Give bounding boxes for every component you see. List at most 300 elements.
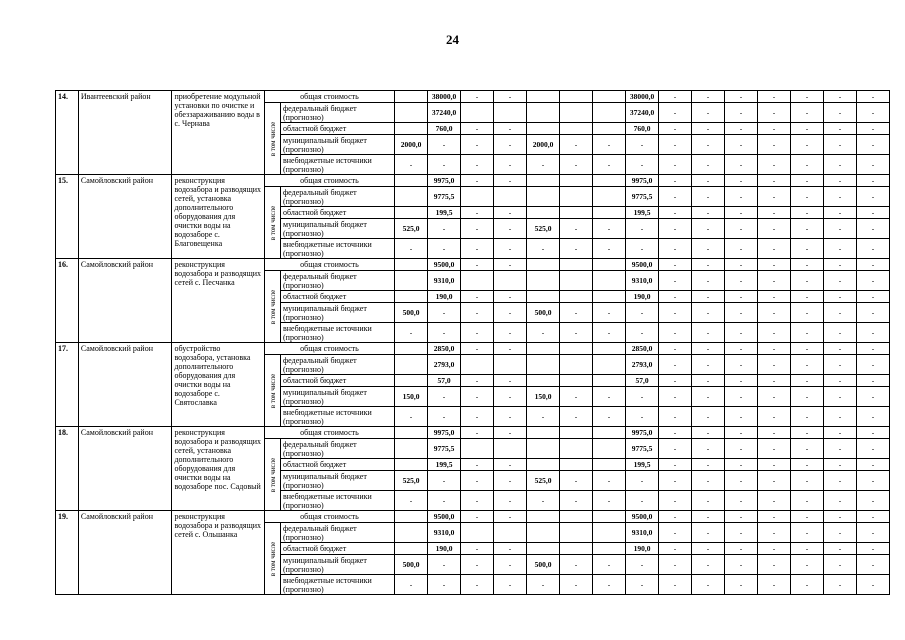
empty-cell: [527, 187, 560, 207]
empty-cell: [395, 439, 428, 459]
dash-cell: -: [692, 271, 725, 291]
dash-cell: -: [461, 387, 494, 407]
budget-subgroup: [265, 355, 890, 427]
value-cell: 9975,0: [428, 427, 461, 439]
dash-cell: -: [428, 219, 461, 239]
budget-source-label: областной бюджет: [281, 207, 395, 219]
in-tom-chisle-cell: [265, 523, 281, 595]
dash-cell: -: [824, 491, 857, 511]
budget-row-total: [265, 175, 890, 187]
budget-rows: [265, 427, 890, 511]
budget-row-extra: [281, 155, 890, 175]
dash-cell: -: [857, 543, 890, 555]
dash-cell: -: [824, 439, 857, 459]
budget-source-label: общая стоимость: [265, 91, 395, 103]
dash-cell: -: [824, 343, 857, 355]
dash-cell: -: [659, 575, 692, 595]
budget-source-label: федеральный бюджет (прогнозно): [281, 355, 395, 375]
empty-cell: [560, 511, 593, 523]
dash-cell: -: [659, 523, 692, 543]
empty-cell: [494, 439, 527, 459]
empty-cell: [593, 511, 626, 523]
empty-cell: [593, 459, 626, 471]
table-item-row: [56, 343, 890, 427]
empty-cell: [527, 427, 560, 439]
budget-subgroup: [265, 523, 890, 595]
dash-cell: -: [824, 239, 857, 259]
empty-cell: [395, 123, 428, 135]
item-number: 19.: [56, 511, 79, 595]
dash-cell: -: [461, 155, 494, 175]
empty-cell: [593, 103, 626, 123]
dash-cell: -: [527, 575, 560, 595]
budget-row-federal: [281, 523, 890, 543]
value-cell: 525,0: [395, 219, 428, 239]
dash-cell: -: [659, 511, 692, 523]
value-cell: 2793,0: [626, 355, 659, 375]
dash-cell: -: [395, 491, 428, 511]
dash-cell: -: [494, 511, 527, 523]
dash-cell: -: [758, 135, 791, 155]
budget-row-municipal: [281, 135, 890, 155]
empty-cell: [593, 175, 626, 187]
dash-cell: -: [692, 91, 725, 103]
empty-cell: [494, 187, 527, 207]
budget-source-label: общая стоимость: [265, 511, 395, 523]
dash-cell: -: [527, 239, 560, 259]
dash-cell: -: [791, 523, 824, 543]
empty-cell: [593, 375, 626, 387]
dash-cell: -: [692, 523, 725, 543]
dash-cell: -: [857, 271, 890, 291]
value-cell: 37240,0: [626, 103, 659, 123]
budget-row-total: [265, 427, 890, 439]
description-cell: приобретение модульной установки по очистке и обеззараживанию воды в с. Чернава: [172, 91, 265, 175]
dash-cell: -: [791, 459, 824, 471]
budget-source-label: внебюджетные источники (прогнозно): [281, 155, 395, 175]
budget-subgroup: [265, 271, 890, 343]
budget-rows: [265, 91, 890, 175]
dash-cell: -: [824, 187, 857, 207]
dash-cell: -: [857, 407, 890, 427]
budget-source-label: областной бюджет: [281, 375, 395, 387]
dash-cell: -: [857, 471, 890, 491]
dash-cell: -: [395, 239, 428, 259]
dash-cell: -: [593, 219, 626, 239]
dash-cell: -: [659, 355, 692, 375]
value-cell: 9310,0: [626, 271, 659, 291]
dash-cell: -: [692, 219, 725, 239]
budget-source-label: внебюджетные источники (прогнозно): [281, 407, 395, 427]
dash-cell: -: [461, 375, 494, 387]
dash-cell: -: [593, 323, 626, 343]
value-cell: 2793,0: [428, 355, 461, 375]
value-cell: 9310,0: [626, 523, 659, 543]
empty-cell: [527, 207, 560, 219]
value-cell: 525,0: [395, 471, 428, 491]
value-cell: 500,0: [527, 303, 560, 323]
dash-cell: -: [560, 387, 593, 407]
dash-cell: -: [758, 187, 791, 207]
budget-source-label: муниципальный бюджет (прогнозно): [281, 303, 395, 323]
value-cell: 190,0: [428, 291, 461, 303]
dash-cell: -: [725, 291, 758, 303]
dash-cell: -: [725, 91, 758, 103]
dash-cell: -: [857, 135, 890, 155]
budget-source-label: общая стоимость: [265, 259, 395, 271]
dash-cell: -: [791, 303, 824, 323]
value-cell: 57,0: [626, 375, 659, 387]
budget-subrows: [281, 187, 890, 259]
dash-cell: -: [857, 439, 890, 459]
empty-cell: [461, 103, 494, 123]
empty-cell: [461, 523, 494, 543]
dash-cell: -: [857, 123, 890, 135]
description-cell: реконструкция водозабора и разводящих сетей, установка дополнительного оборудования для очистки воды на водозаборе с. Благовещенка: [172, 175, 265, 259]
dash-cell: -: [626, 155, 659, 175]
budget-row-federal: [281, 187, 890, 207]
dash-cell: -: [494, 575, 527, 595]
dash-cell: -: [527, 323, 560, 343]
budget-row-extra: [281, 239, 890, 259]
dash-cell: -: [494, 387, 527, 407]
dash-cell: -: [428, 323, 461, 343]
dash-cell: -: [857, 323, 890, 343]
item-number: 16.: [56, 259, 79, 343]
dash-cell: -: [791, 187, 824, 207]
value-cell: 199,5: [428, 459, 461, 471]
value-cell: 500,0: [395, 303, 428, 323]
empty-cell: [494, 103, 527, 123]
dash-cell: -: [659, 291, 692, 303]
dash-cell: -: [857, 303, 890, 323]
in-tom-chisle-cell: [265, 103, 281, 175]
dash-cell: -: [725, 439, 758, 459]
dash-cell: -: [626, 575, 659, 595]
district-cell: Самойловский район: [79, 175, 173, 259]
dash-cell: -: [560, 407, 593, 427]
dash-cell: -: [560, 323, 593, 343]
dash-cell: -: [494, 291, 527, 303]
dash-cell: -: [725, 523, 758, 543]
dash-cell: -: [593, 471, 626, 491]
dash-cell: -: [494, 375, 527, 387]
dash-cell: -: [494, 207, 527, 219]
empty-cell: [593, 439, 626, 459]
empty-cell: [560, 187, 593, 207]
dash-cell: -: [428, 239, 461, 259]
dash-cell: -: [758, 91, 791, 103]
value-cell: 2850,0: [428, 343, 461, 355]
empty-cell: [527, 343, 560, 355]
dash-cell: -: [725, 155, 758, 175]
dash-cell: -: [791, 439, 824, 459]
budget-row-total: [265, 91, 890, 103]
dash-cell: -: [692, 343, 725, 355]
value-cell: 2000,0: [527, 135, 560, 155]
dash-cell: -: [791, 511, 824, 523]
in-tom-chisle-cell: [265, 187, 281, 259]
empty-cell: [593, 291, 626, 303]
dash-cell: -: [461, 343, 494, 355]
dash-cell: -: [758, 355, 791, 375]
budget-source-label: муниципальный бюджет (прогнозно): [281, 219, 395, 239]
dash-cell: -: [494, 135, 527, 155]
dash-cell: -: [659, 135, 692, 155]
dash-cell: -: [758, 155, 791, 175]
dash-cell: -: [857, 219, 890, 239]
dash-cell: -: [758, 543, 791, 555]
empty-cell: [560, 459, 593, 471]
dash-cell: -: [857, 387, 890, 407]
empty-cell: [461, 187, 494, 207]
dash-cell: -: [725, 343, 758, 355]
in-tom-chisle-label: в том числе: [268, 457, 277, 492]
budget-source-label: федеральный бюджет (прогнозно): [281, 103, 395, 123]
dash-cell: -: [824, 103, 857, 123]
value-cell: 760,0: [626, 123, 659, 135]
dash-cell: -: [659, 259, 692, 271]
value-cell: 37240,0: [428, 103, 461, 123]
in-tom-chisle-label: в том числе: [268, 205, 277, 240]
empty-cell: [527, 459, 560, 471]
dash-cell: -: [428, 407, 461, 427]
dash-cell: -: [626, 219, 659, 239]
dash-cell: -: [494, 155, 527, 175]
value-cell: 9310,0: [428, 271, 461, 291]
dash-cell: -: [428, 303, 461, 323]
value-cell: 199,5: [626, 459, 659, 471]
table-item-row: [56, 175, 890, 259]
dash-cell: -: [857, 155, 890, 175]
dash-cell: -: [791, 355, 824, 375]
dash-cell: -: [725, 375, 758, 387]
value-cell: 525,0: [527, 219, 560, 239]
value-cell: 9500,0: [626, 259, 659, 271]
value-cell: 150,0: [395, 387, 428, 407]
empty-cell: [395, 103, 428, 123]
dash-cell: -: [791, 375, 824, 387]
empty-cell: [395, 355, 428, 375]
dash-cell: -: [692, 207, 725, 219]
budget-subrows: [281, 439, 890, 511]
value-cell: 9775,5: [626, 187, 659, 207]
budget-subrows: [281, 103, 890, 175]
dash-cell: -: [494, 543, 527, 555]
budget-row-municipal: [281, 555, 890, 575]
dash-cell: -: [428, 491, 461, 511]
dash-cell: -: [791, 491, 824, 511]
dash-cell: -: [626, 407, 659, 427]
dash-cell: -: [527, 491, 560, 511]
dash-cell: -: [593, 491, 626, 511]
budget-row-municipal: [281, 471, 890, 491]
dash-cell: -: [461, 303, 494, 323]
dash-cell: -: [494, 239, 527, 259]
empty-cell: [395, 511, 428, 523]
budget-row-regional: [281, 375, 890, 387]
dash-cell: -: [395, 155, 428, 175]
dash-cell: -: [758, 291, 791, 303]
dash-cell: -: [593, 387, 626, 407]
dash-cell: -: [725, 387, 758, 407]
empty-cell: [527, 375, 560, 387]
dash-cell: -: [725, 123, 758, 135]
budget-source-label: федеральный бюджет (прогнозно): [281, 523, 395, 543]
empty-cell: [560, 91, 593, 103]
value-cell: 2850,0: [626, 343, 659, 355]
dash-cell: -: [560, 491, 593, 511]
dash-cell: -: [824, 555, 857, 575]
page-number: 24: [446, 32, 459, 47]
dash-cell: -: [428, 135, 461, 155]
dash-cell: -: [461, 175, 494, 187]
dash-cell: -: [593, 407, 626, 427]
budget-row-federal: [281, 355, 890, 375]
in-tom-chisle-cell: [265, 355, 281, 427]
dash-cell: -: [659, 323, 692, 343]
empty-cell: [560, 207, 593, 219]
budget-source-label: муниципальный бюджет (прогнозно): [281, 471, 395, 491]
dash-cell: -: [692, 259, 725, 271]
budget-row-extra: [281, 575, 890, 595]
budget-source-label: федеральный бюджет (прогнозно): [281, 439, 395, 459]
dash-cell: -: [725, 175, 758, 187]
dash-cell: -: [725, 355, 758, 375]
value-cell: 500,0: [527, 555, 560, 575]
empty-cell: [527, 291, 560, 303]
budget-source-label: муниципальный бюджет (прогнозно): [281, 387, 395, 407]
dash-cell: -: [791, 135, 824, 155]
dash-cell: -: [461, 555, 494, 575]
dash-cell: -: [791, 575, 824, 595]
budget-row-municipal: [281, 303, 890, 323]
value-cell: 500,0: [395, 555, 428, 575]
dash-cell: -: [659, 207, 692, 219]
dash-cell: -: [659, 239, 692, 259]
dash-cell: -: [725, 491, 758, 511]
empty-cell: [461, 439, 494, 459]
value-cell: 9775,5: [626, 439, 659, 459]
dash-cell: -: [758, 175, 791, 187]
dash-cell: -: [659, 439, 692, 459]
dash-cell: -: [824, 207, 857, 219]
dash-cell: -: [824, 459, 857, 471]
dash-cell: -: [494, 343, 527, 355]
dash-cell: -: [791, 259, 824, 271]
dash-cell: -: [527, 407, 560, 427]
value-cell: 190,0: [626, 543, 659, 555]
dash-cell: -: [824, 427, 857, 439]
dash-cell: -: [494, 175, 527, 187]
budget-source-label: муниципальный бюджет (прогнозно): [281, 135, 395, 155]
budget-source-label: общая стоимость: [265, 343, 395, 355]
dash-cell: -: [659, 91, 692, 103]
dash-cell: -: [758, 303, 791, 323]
table-item-row: [56, 427, 890, 511]
dash-cell: -: [461, 575, 494, 595]
empty-cell: [461, 355, 494, 375]
budget-row-regional: [281, 123, 890, 135]
dash-cell: -: [758, 459, 791, 471]
dash-cell: -: [494, 491, 527, 511]
dash-cell: -: [461, 135, 494, 155]
dash-cell: -: [758, 555, 791, 575]
empty-cell: [395, 291, 428, 303]
budget-subrows: [281, 523, 890, 595]
dash-cell: -: [428, 387, 461, 407]
dash-cell: -: [758, 575, 791, 595]
empty-cell: [593, 259, 626, 271]
dash-cell: -: [659, 471, 692, 491]
dash-cell: -: [659, 271, 692, 291]
description-cell: обустройство водозабора, установка дополнительного оборудования для очистки воды на водозаборе с. Святославка: [172, 343, 265, 427]
budget-row-regional: [281, 459, 890, 471]
dash-cell: -: [824, 543, 857, 555]
empty-cell: [560, 375, 593, 387]
dash-cell: -: [824, 135, 857, 155]
value-cell: 38000,0: [626, 91, 659, 103]
budget-source-label: областной бюджет: [281, 123, 395, 135]
dash-cell: -: [758, 511, 791, 523]
dash-cell: -: [692, 355, 725, 375]
dash-cell: -: [494, 219, 527, 239]
empty-cell: [527, 523, 560, 543]
dash-cell: -: [758, 323, 791, 343]
dash-cell: -: [758, 259, 791, 271]
dash-cell: -: [791, 175, 824, 187]
empty-cell: [560, 427, 593, 439]
empty-cell: [527, 91, 560, 103]
dash-cell: -: [692, 543, 725, 555]
dash-cell: -: [857, 491, 890, 511]
budget-row-total: [265, 343, 890, 355]
dash-cell: -: [659, 175, 692, 187]
empty-cell: [527, 103, 560, 123]
empty-cell: [593, 207, 626, 219]
dash-cell: -: [725, 103, 758, 123]
dash-cell: -: [857, 103, 890, 123]
dash-cell: -: [461, 259, 494, 271]
empty-cell: [560, 291, 593, 303]
budget-row-federal: [281, 271, 890, 291]
dash-cell: -: [824, 355, 857, 375]
dash-cell: -: [857, 259, 890, 271]
dash-cell: -: [560, 471, 593, 491]
dash-cell: -: [593, 239, 626, 259]
dash-cell: -: [461, 123, 494, 135]
budget-row-municipal: [281, 219, 890, 239]
budget-source-label: областной бюджет: [281, 291, 395, 303]
dash-cell: -: [626, 471, 659, 491]
dash-cell: -: [725, 219, 758, 239]
dash-cell: -: [659, 543, 692, 555]
in-tom-chisle-cell: [265, 439, 281, 511]
in-tom-chisle-label: в том числе: [268, 373, 277, 408]
dash-cell: -: [461, 491, 494, 511]
value-cell: 190,0: [626, 291, 659, 303]
empty-cell: [560, 543, 593, 555]
empty-cell: [560, 175, 593, 187]
empty-cell: [527, 543, 560, 555]
dash-cell: -: [791, 123, 824, 135]
value-cell: 150,0: [527, 387, 560, 407]
dash-cell: -: [494, 555, 527, 575]
dash-cell: -: [857, 427, 890, 439]
budget-row-extra: [281, 407, 890, 427]
value-cell: 760,0: [428, 123, 461, 135]
dash-cell: -: [857, 291, 890, 303]
